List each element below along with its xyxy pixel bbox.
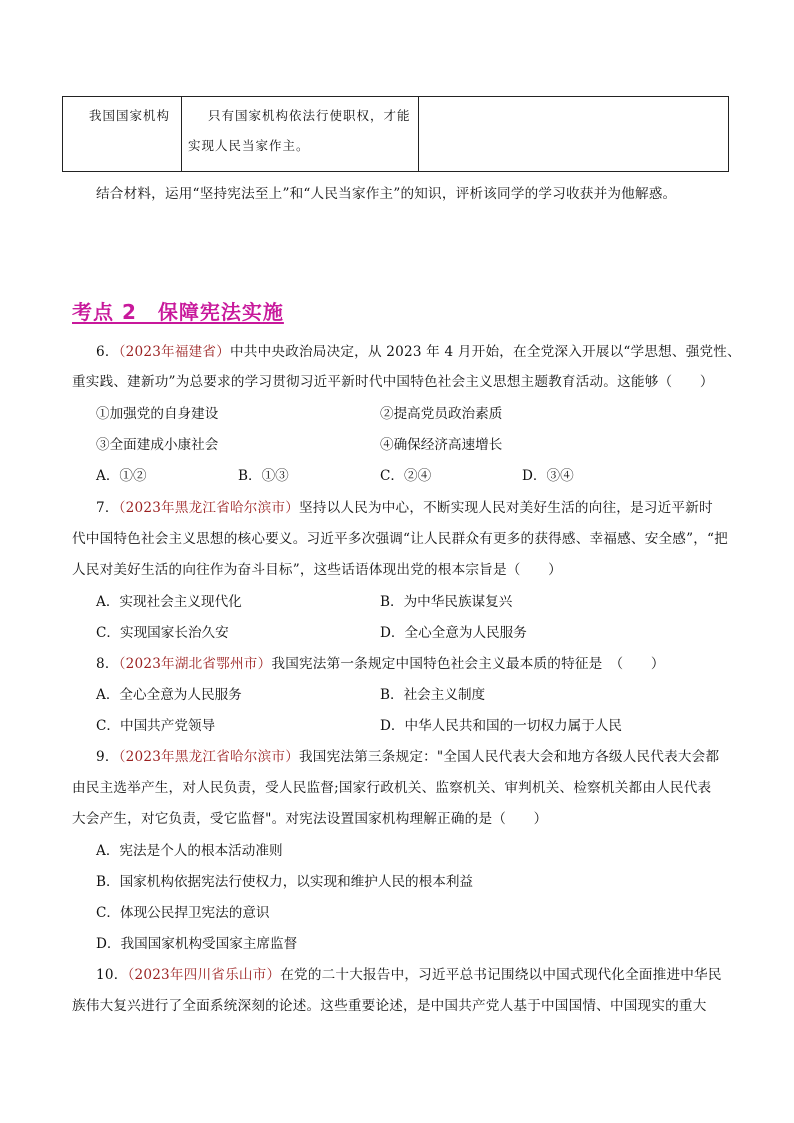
cell-text: 我国国家机构 [89,108,171,123]
question-source: （2023年湖北省鄂州市） [118,656,272,672]
option-d: D．③④ [522,468,574,484]
question-10-line-2: 族伟大复兴进行了全面系统深刻的论述。这些重要论述，是中国共产党人基于中国国情、中国现实的重大 [72,998,707,1014]
option-b: B．为中华民族谋复兴 [380,594,513,610]
question-number: 9． [96,749,119,765]
table-row [63,97,729,172]
question-9-line-2: 由民主选举产生，对人民负责，受人民监督;国家行政机关、监察机关、审判机关、检察机关都由人民代表 [72,780,712,796]
question-source: （2023年福建省） [118,344,231,360]
question-text: 中共中央政治局决定，从 2023 年 4 月开始，在全党深入开展以“学思想、强党性、 [230,344,741,360]
question-6-line-2: 重实践、建新功”为总要求的学习贯彻习近平新时代中国特色社会主义思想主题教育活动。这能够（ ） [72,374,714,390]
question-source: （2023年黑龙江省哈尔滨市） [118,500,299,516]
option-b: B．社会主义制度 [380,687,486,703]
question-8-line-1 [96,652,665,672]
option-a: A．①② [96,468,147,484]
option-b: B．国家机构依据宪法行使权力，以实现和维护人民的根本利益 [96,874,474,890]
question-source: （2023年四川省乐山市） [127,967,281,983]
option-c: C．中国共产党领导 [96,718,216,734]
item-2: ②提高党员政治素质 [380,406,503,422]
option-a: A．实现社会主义现代化 [96,594,242,610]
option-a: A．全心全意为人民服务 [96,687,242,703]
question-9-line-3: 大会产生，对它负责，受它监督"。对宪法设置国家机构理解正确的是（ ） [72,811,548,827]
question-6-line-1 [96,340,741,360]
question-number: 7． [96,500,119,516]
table-cell-empty [419,97,729,172]
option-a: A．宪法是个人的根本活动准则 [96,843,283,859]
question-source: （2023年黑龙江省哈尔滨市） [118,749,299,765]
item-1: ①加强党的自身建设 [96,406,219,422]
option-c: C．体现公民捍卫宪法的意识 [96,905,270,921]
question-text: 我国宪法第一条规定中国特色社会主义最本质的特征是 （ ） [271,656,665,672]
question-number: 6． [96,344,119,360]
material-table [62,96,729,172]
intro-text: 结合材料，运用“坚持宪法至上”和“人民当家作主”的知识，评析该同学的学习收获并为他解惑。 [96,186,677,202]
option-d: D．中华人民共和国的一切权力属于人民 [380,718,622,734]
question-text: 坚持以人民为中心，不断实现人民对美好生活的向往，是习近平新时 [298,500,713,516]
question-text: 在党的二十大报告中，习近平总书记围绕以中国式现代化全面推进中华民 [280,967,722,983]
question-7-line-3: 人民对美好生活的向往作为奋斗目标”，这些话语体现出党的根本宗旨是（ ） [72,562,562,578]
option-b: B．①③ [238,468,289,484]
option-d: D．全心全意为人民服务 [380,625,527,641]
question-number: 10． [96,967,128,983]
question-number: 8． [96,656,119,672]
cell-text [419,97,728,101]
option-d: D．我国国家机构受国家主席监督 [96,936,298,952]
section-title: 考点 2 保障宪法实施 [72,300,284,324]
question-7-line-2: 代中国特色社会主义思想的核心要义。习近平多次强调“让人民群众有更多的获得感、幸福感、安全感”，“把 [72,531,728,547]
question-text: 我国宪法第三条规定："全国人民代表大会和地方各级人民代表大会都 [298,749,720,765]
item-4: ④确保经济高速增长 [380,437,503,453]
question-9-line-1 [96,745,719,765]
cell-text: 只有国家机构依法行使职权，才能实现人民当家作主。 [188,108,411,153]
table-cell-understanding [182,97,419,172]
option-c: C．②④ [380,468,432,484]
table-cell-subject [63,97,182,172]
question-10-line-1 [96,963,722,983]
question-7-line-1 [96,496,713,516]
item-3: ③全面建成小康社会 [96,437,219,453]
option-c: C．实现国家长治久安 [96,625,229,641]
